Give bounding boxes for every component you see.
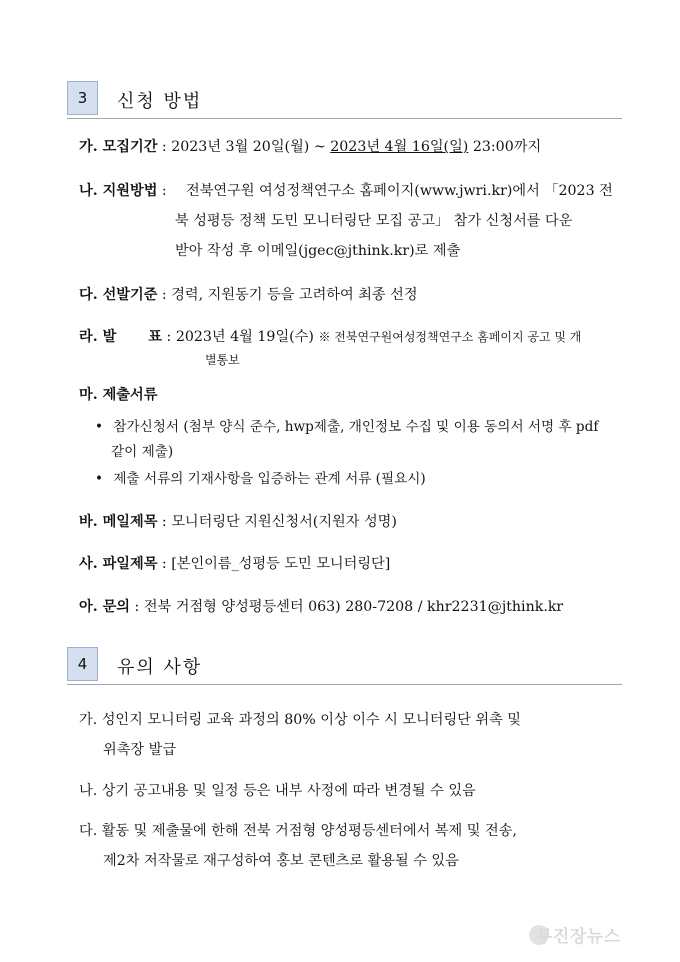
item-text: 2023년 3월 20일(월) ~ <box>171 139 331 155</box>
item-file-title <box>79 553 390 573</box>
item-note-cont: 별통보 <box>205 353 240 367</box>
bullet-text-cont: 같이 제출) <box>111 444 174 460</box>
watermark: 무진장뉴스 <box>536 927 621 947</box>
bullet-text: 참가신청서 (첨부 양식 준수, hwp제출, 개인정보 수집 및 이용 동의서 서명 후 pdf <box>113 419 599 435</box>
item-label: 가. 모집기간 <box>79 139 158 155</box>
item-sep: : <box>157 556 172 572</box>
bullet-item <box>95 415 598 435</box>
notice-item-cont: 제2차 저작물로 재구성하여 홍보 콘텐츠로 활용될 수 있음 <box>103 853 459 869</box>
item-label: 라. 발 <box>79 329 117 345</box>
section-3-header <box>67 81 622 119</box>
item-text: 전북 거점형 양성평등센터 063) 280-7208 / khr2231@jthink.kr <box>143 599 564 615</box>
item-text: [본인이름_성평등 도민 모니터링단] <box>171 556 391 572</box>
bullet-text: 제출 서류의 기재사항을 입증하는 관계 서류 (필요시) <box>113 471 426 487</box>
notice-item: 가. 성인지 모니터링 교육 과정의 80% 이상 이수 시 모니터링단 위촉 및 <box>79 712 521 728</box>
item-sep: : <box>130 599 144 615</box>
item-text: 2023년 4월 19일(수) <box>175 329 314 345</box>
item-note: ※ 전북연구원여성정책연구소 홈페이지 공고 및 개 <box>318 330 582 344</box>
item-text: 경력, 지원동기 등을 고려하여 최종 선정 <box>171 287 418 303</box>
item-announcement <box>79 326 581 346</box>
bullet-item <box>95 467 426 487</box>
item-sep: : <box>157 183 167 199</box>
section-number: 4 <box>67 647 98 681</box>
item-text-underlined: 2023년 4월 16일(일) <box>330 139 469 155</box>
section-rule <box>67 684 622 685</box>
item-sep: : <box>157 514 172 530</box>
bullet-mark: • <box>95 419 104 435</box>
item-apply-method-line: 북 성평등 정책 도민 모니터링단 모집 공고」 참가 신청서를 다운 <box>175 213 573 229</box>
item-apply-method-line: 전북연구원 여성정책연구소 홈페이지(www.jwri.kr)에서 「2023 전 <box>186 183 613 199</box>
item-label: 나. 지원방법 <box>79 183 158 199</box>
item-sep: : <box>157 287 172 303</box>
section-title: 신청 방법 <box>117 91 203 112</box>
item-sep: : <box>157 139 172 155</box>
item-sep: : <box>162 329 176 345</box>
item-label: 사. 파일제목 <box>79 556 158 572</box>
item-contact <box>79 596 563 616</box>
item-apply-method-label <box>79 180 167 200</box>
item-selection-criteria <box>79 284 418 304</box>
section-number: 3 <box>67 81 98 115</box>
item-documents-label: 마. 제출서류 <box>79 387 158 403</box>
item-text: 모니터링단 지원신청서(지원자 성명) <box>171 514 397 530</box>
notice-item: 다. 활동 및 제출물에 한해 전북 거점형 양성평등센터에서 복제 및 전송, <box>79 823 517 839</box>
item-recruit-period <box>79 136 541 156</box>
section-4-header <box>67 647 622 685</box>
item-label: 표 <box>148 329 163 345</box>
item-mail-subject <box>79 511 397 531</box>
notice-item: 나. 상기 공고내용 및 일정 등은 내부 사정에 따라 변경될 수 있음 <box>79 783 476 799</box>
notice-item-cont: 위촉장 발급 <box>103 742 177 758</box>
item-label: 아. 문의 <box>79 599 130 615</box>
bullet-mark: • <box>95 471 104 487</box>
item-label: 바. 메일제목 <box>79 514 158 530</box>
section-rule <box>67 118 622 119</box>
item-label: 다. 선발기준 <box>79 287 158 303</box>
section-title: 유의 사항 <box>117 657 203 678</box>
item-apply-method-line: 받아 작성 후 이메일(jgec@jthink.kr)로 제출 <box>175 243 461 259</box>
item-text: 23:00까지 <box>468 139 542 155</box>
